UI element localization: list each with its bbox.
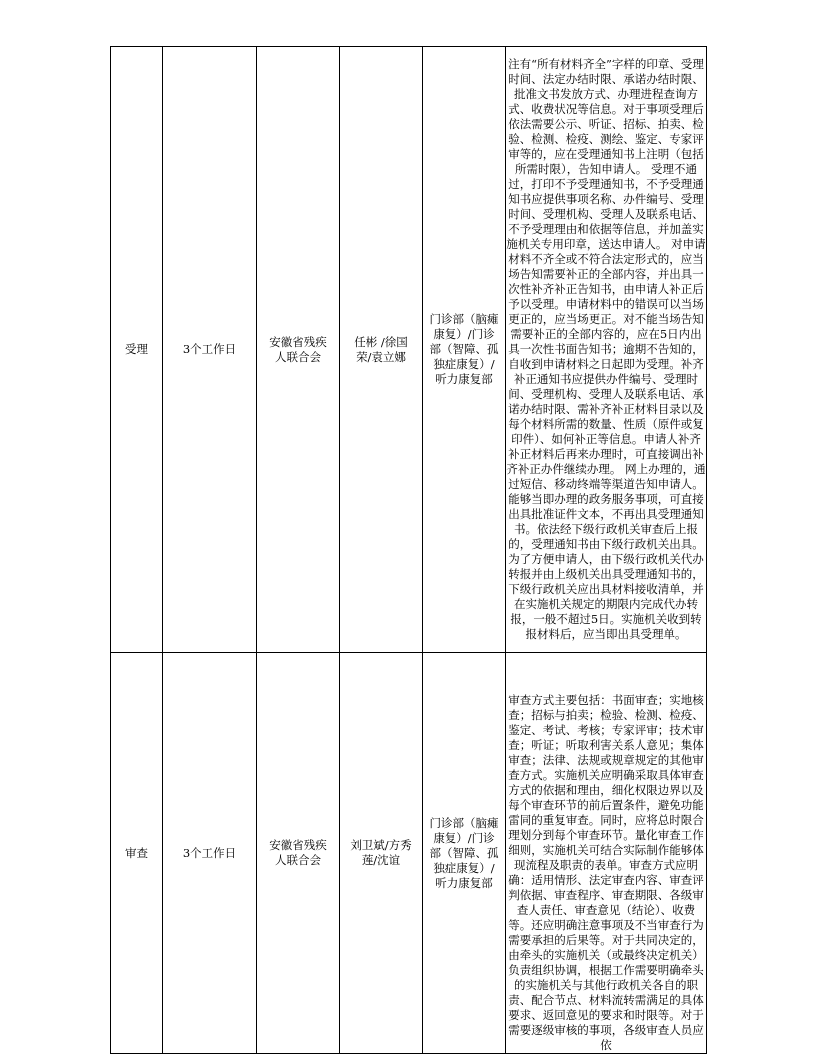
- table-row: [111, 653, 707, 1054]
- time-limit-cell: 3个工作日: [163, 653, 257, 1054]
- table-row: [111, 47, 707, 653]
- staff-cell: [340, 653, 423, 1054]
- staff-text: 刘卫斌/方秀莲/沈谊: [350, 838, 412, 867]
- organization-cell: [257, 653, 340, 1054]
- staff-text: 任彬 /徐国荣/袁立娜: [354, 334, 408, 364]
- standard-cell: 注有“所有材料齐全”字样的印章、受理时间、法定办结时限、承诺办结时限、批准文书发放方式、办理进程查询方式、收费状况等信息。对于事项受理后依法需要公示、听证、招标、拍卖、检验、检测、检疫、测绘、鉴定、专家评审等的，应在受理通知书上注明（包括所需时限），告知申请人。 受理不通过，打印不予受理通知书，不予受理通知书应提供事项名称、办件编号、受理时间、受理机构、受理人及联系电话、不予受理理由和依据等信息，并加盖实施机关专用印章，送达申请人。 对申请材料不齐全或不符合法定形式的，应当场告知需要补正的全部内容，并出具一次性补齐补正告知书，由申请人补正后予以受理。申请材料中的错误可以当场更正的，应当场更正。对不能当场告知需要补正的全部内容的，应在5日内出具一次性书面告知书；逾期不告知的，自收到申请材料之日起即为受理。补齐补正通知书应提供办件编号、受理时间、受理机构、受理人及联系电话、承诺办结时限、需补齐补正材料目录以及每个材料所需的数量、性质（原件或复印件）、如何补正等信息。申请人补齐补正材料后再来办理时，可直接调出补齐补正办件继续办理。 网上办理的，通过短信、移动终端等渠道告知申请人。 能够当即办理的政务服务事项，可直接出具批准证件文本，不再出具受理通知书。依法经下级行政机关审查后上报的，受理通知书由下级行政机关出具。为了方便申请人，由下级行政机关代办转报并由上级机关出具受理通知书的，下级行政机关应出具材料接收清单，并在实施机关规定的期限内完成代办转报，一般不超过5日。实施机关收到转报材料后，应当即出具受理单。: [506, 47, 707, 653]
- stage-cell: 审查: [111, 653, 163, 1054]
- staff-cell: [340, 47, 423, 653]
- department-text: 门诊部（脑瘫康复）/门诊部（智障、孤独症康复）/听力康复部: [429, 312, 499, 386]
- organization-text: 安徽省残疾人联合会: [269, 838, 327, 867]
- department-cell: [423, 653, 506, 1054]
- standard-cell: 审查方式主要包括：书面审查；实地核查；招标与拍卖；检验、检测、检疫、鉴定、考试、考核；专家评审；技术审查；听证；听取利害关系人意见；集体审查；法律、法规或规章规定的其他审查方式。实施机关应明确采取具体审查方式的依据和理由，细化权限边界以及每个审查环节的前后置条件，避免功能雷同的重复审查。同时，应将总时限合理划分到每个审查环节。量化审查工作细则，实施机关可结合实际制作能够体现流程及职责的表单。审查方式应明确：适用情形、法定审查内容、审查评判依据、审查程序、审查期限、各级审查人责任、审查意见（结论）、收费等。还应明确注意事项及不当审查行为需要承担的后果等。对于共同决定的，由牵头的实施机关（或最终决定机关）负责组织协调，根据工作需要明确牵头的实施机关与其他行政机关各自的职责、配合节点、材料流转需满足的具体要求、返回意见的要求和时限等。对于需要逐级审核的事项，各级审查人员应依: [506, 653, 707, 1054]
- process-table: [110, 46, 707, 1054]
- stage-cell: 受理: [111, 47, 163, 653]
- department-cell: [423, 47, 506, 653]
- organization-text: 安徽省残疾人联合会: [269, 334, 327, 364]
- time-limit-cell: 3个工作日: [163, 47, 257, 653]
- department-text: 门诊部（脑瘫康复）/门诊部（智障、孤独症康复）/听力康复部: [429, 815, 499, 890]
- organization-cell: [257, 47, 340, 653]
